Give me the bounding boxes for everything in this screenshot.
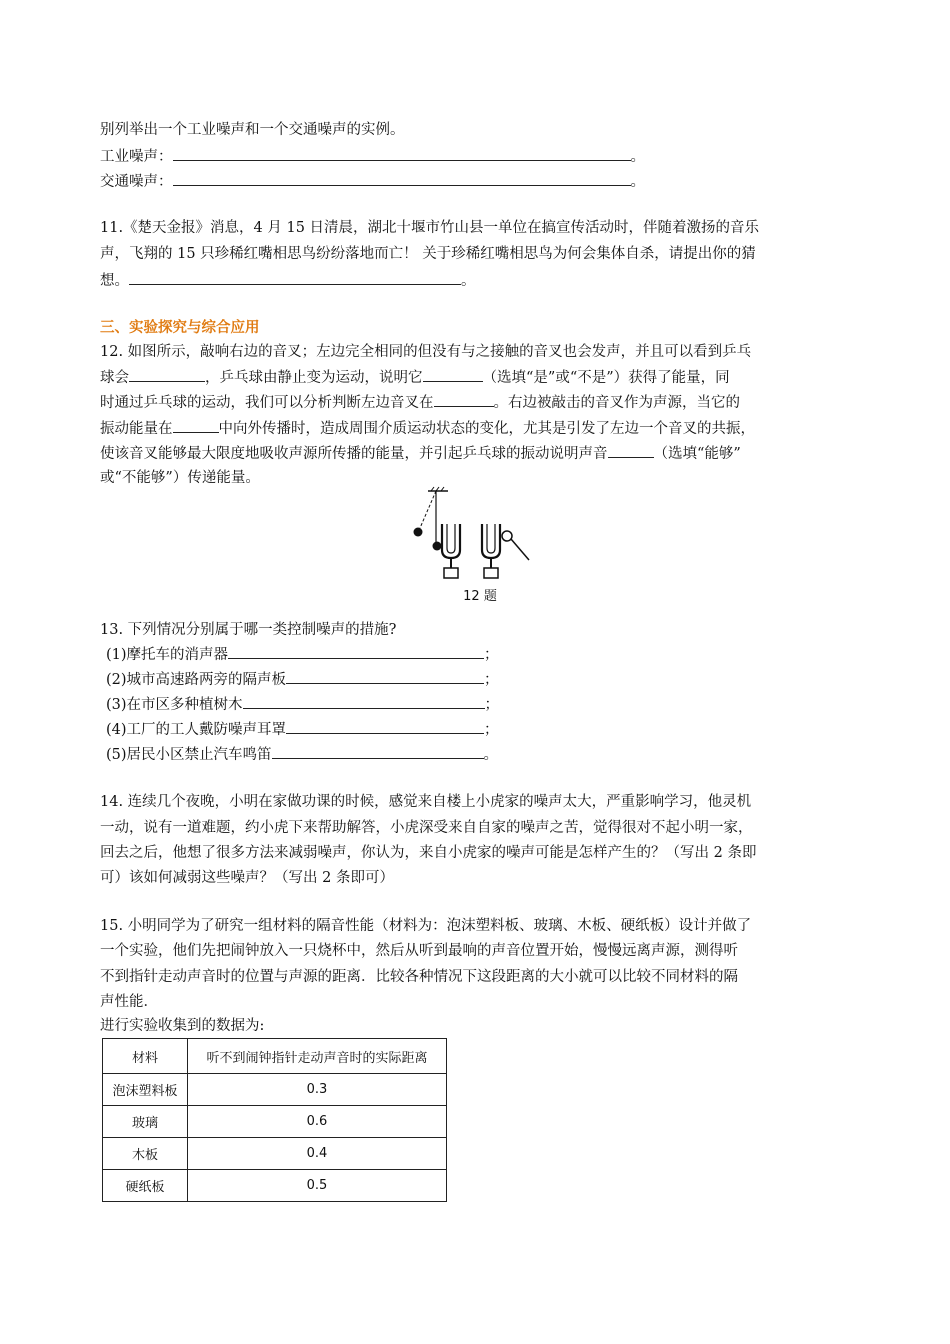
q12-line6: 或“不能够”）传递能量。	[100, 470, 260, 486]
q12-line4	[100, 418, 755, 439]
q11-line2: 声，飞翔的 15 只珍稀红嘴相思鸟纷纷落地而亡！ 关于珍稀红嘴相思鸟为何会集体自杀，请提出你的猜	[100, 246, 756, 262]
table-row	[103, 1138, 447, 1170]
q12-line2	[100, 367, 730, 388]
table-cell-distance: 0.3	[188, 1074, 447, 1106]
q13-blank[interactable]	[243, 694, 485, 709]
q13-item-text: (3)在市区多种植树木	[106, 697, 243, 713]
q13-item-end: ；	[484, 697, 500, 713]
ping-pong-ball-swung	[414, 528, 423, 537]
q10-traffic-label: 交通噪声：	[100, 174, 173, 190]
q13-item-text: (2)城市高速路两旁的隔声板	[106, 672, 287, 688]
q12-l3-a: 时通过乒乓球的运动，我们可以分析判断左边音叉在	[100, 395, 434, 411]
q12-l3-b: 。右边被敲击的音叉作为声源，当它的	[493, 395, 740, 411]
q12-l2-a: 球会	[100, 370, 129, 386]
q14-line2: 一动，说有一道难题，约小虎下来帮助解答，小虎深受来自自家的噪声之苦，觉得很对不起小明一家，	[100, 820, 753, 836]
q12-blank-2[interactable]	[423, 367, 483, 382]
q10-traffic-end: 。	[630, 174, 645, 190]
q13-blank[interactable]	[286, 669, 484, 684]
q12-l2-b: ，乒乓球由静止变为运动，说明它	[205, 370, 423, 386]
q11-line3-end: 。	[461, 273, 476, 289]
q10-industrial-blank[interactable]	[173, 146, 631, 161]
q12-l2-c: （选填“是”或“不是”）获得了能量，同	[482, 370, 730, 386]
q13-item	[106, 744, 498, 765]
pendulum-swing-path	[420, 491, 436, 528]
table-header-distance: 听不到闹钟指针走动声音时的实际距离	[188, 1039, 447, 1074]
q13-item-end: ；	[484, 722, 499, 738]
q13-item	[106, 694, 499, 715]
q13-item	[106, 669, 499, 690]
q13-item	[106, 719, 499, 740]
q15-line3: 不到指针走动声音时的位置与声源的距离．比较各种情况下这段距离的大小就可以比较不同材料的隔	[100, 969, 738, 985]
q11-line1: 11.《楚天金报》消息，4 月 15 日清晨，湖北十堰市竹山县一单位在搞宣传活动时，伴随着激扬的音乐	[100, 220, 760, 236]
q13-blank[interactable]	[228, 644, 484, 659]
q10-traffic-row	[100, 171, 645, 192]
table-header-row	[103, 1039, 447, 1074]
table-cell-material: 玻璃	[103, 1106, 188, 1138]
q15-line5: 进行实验收集到的数据为:	[100, 1018, 265, 1034]
table-cell-distance: 0.5	[188, 1170, 447, 1202]
table-row	[103, 1170, 447, 1202]
q11-guess-blank[interactable]	[129, 270, 461, 285]
q12-l4-a: 振动能量在	[100, 421, 173, 437]
section3-heading: 三、实验探究与综合应用	[100, 320, 260, 336]
q12-line1: 12. 如图所示，敲响右边的音叉；左边完全相同的但没有与之接触的音叉也会发声，并且可以看到乒乓	[100, 344, 752, 360]
q15-line2: 一个实验，他们先把闹钟放入一只烧杯中，然后从听到最响的声音位置开始，慢慢远离声源，测得听	[100, 943, 738, 959]
q13-title: 13. 下列情况分别属于哪一类控制噪声的措施?	[100, 622, 397, 638]
q13-item-end: ；	[484, 647, 499, 663]
q12-l4-b: 中向外传播时，造成周围介质运动状态的变化，尤其是引发了左边一个音叉的共振，	[218, 421, 755, 437]
q12-line3	[100, 392, 740, 413]
table-cell-material: 木板	[103, 1138, 188, 1170]
q14-line4: 可）该如何减弱这些噪声？（写出 2 条即可）	[100, 870, 394, 886]
q14-line3: 回去之后，他想了很多方法来减弱噪声，你认为，来自小虎家的噪声可能是怎样产生的？（写出 2 条即	[100, 845, 757, 861]
q15-line4: 声性能．	[100, 994, 158, 1010]
ping-pong-ball	[433, 542, 442, 551]
table-cell-material: 硬纸板	[103, 1170, 188, 1202]
q10-industrial-label: 工业噪声：	[100, 149, 173, 165]
table-cell-distance: 0.6	[188, 1106, 447, 1138]
q11-line3	[100, 270, 476, 291]
q13-blank[interactable]	[286, 719, 484, 734]
q13-item-end: ；	[484, 672, 499, 688]
left-fork-inner	[447, 524, 455, 553]
table-cell-distance: 0.4	[188, 1138, 447, 1170]
right-fork-base	[484, 568, 498, 578]
left-fork-base	[444, 568, 458, 578]
q10-industrial-row	[100, 146, 645, 167]
q12-blank-4[interactable]	[173, 418, 219, 433]
q13-item-text: (4)工厂的工人戴防噪声耳罩	[106, 722, 287, 738]
q14-line1: 14. 连续几个夜晚，小明在家做功课的时候，感觉来自楼上小虎家的噪声太大，严重影响学习，他灵机	[100, 794, 752, 810]
tuning-fork-diagram	[400, 484, 560, 606]
q12-l5-b: （选填“能够”	[653, 446, 741, 462]
figure-caption: 12 题	[463, 589, 497, 604]
table-cell-material: 泡沫塑料板	[103, 1074, 188, 1106]
q10-traffic-blank[interactable]	[173, 171, 631, 186]
q11-line3-start: 想。	[100, 273, 129, 289]
tuning-fork-figure	[400, 484, 560, 606]
table-header-material: 材料	[103, 1039, 188, 1074]
q12-blank-5[interactable]	[608, 443, 654, 458]
q15-line1: 15. 小明同学为了研究一组材料的隔音性能（材料为：泡沫塑料板、玻璃、木板、硬纸板）设计并做了	[100, 918, 752, 934]
q12-l5-a: 使该音叉能够最大限度地吸收声源所传播的能量，并引起乒乓球的振动说明声音	[100, 446, 608, 462]
q13-blank[interactable]	[272, 744, 484, 759]
q10-tail: 别列举出一个工业噪声和一个交通噪声的实例。	[100, 122, 405, 138]
q13-item-text: (1)摩托车的消声器	[106, 647, 229, 663]
material-data-table	[102, 1038, 447, 1202]
q12-blank-1[interactable]	[129, 367, 205, 382]
q13-item	[106, 644, 499, 665]
table-row	[103, 1074, 447, 1106]
q12-line5	[100, 443, 741, 464]
q13-item-text: (5)居民小区禁止汽车鸣笛	[106, 747, 272, 763]
q12-blank-3[interactable]	[434, 392, 494, 407]
right-fork-inner	[487, 524, 495, 553]
table-row	[103, 1106, 447, 1138]
q13-item-end: 。	[483, 747, 499, 763]
hammer-handle	[511, 539, 529, 560]
q10-industrial-end: 。	[630, 149, 645, 165]
